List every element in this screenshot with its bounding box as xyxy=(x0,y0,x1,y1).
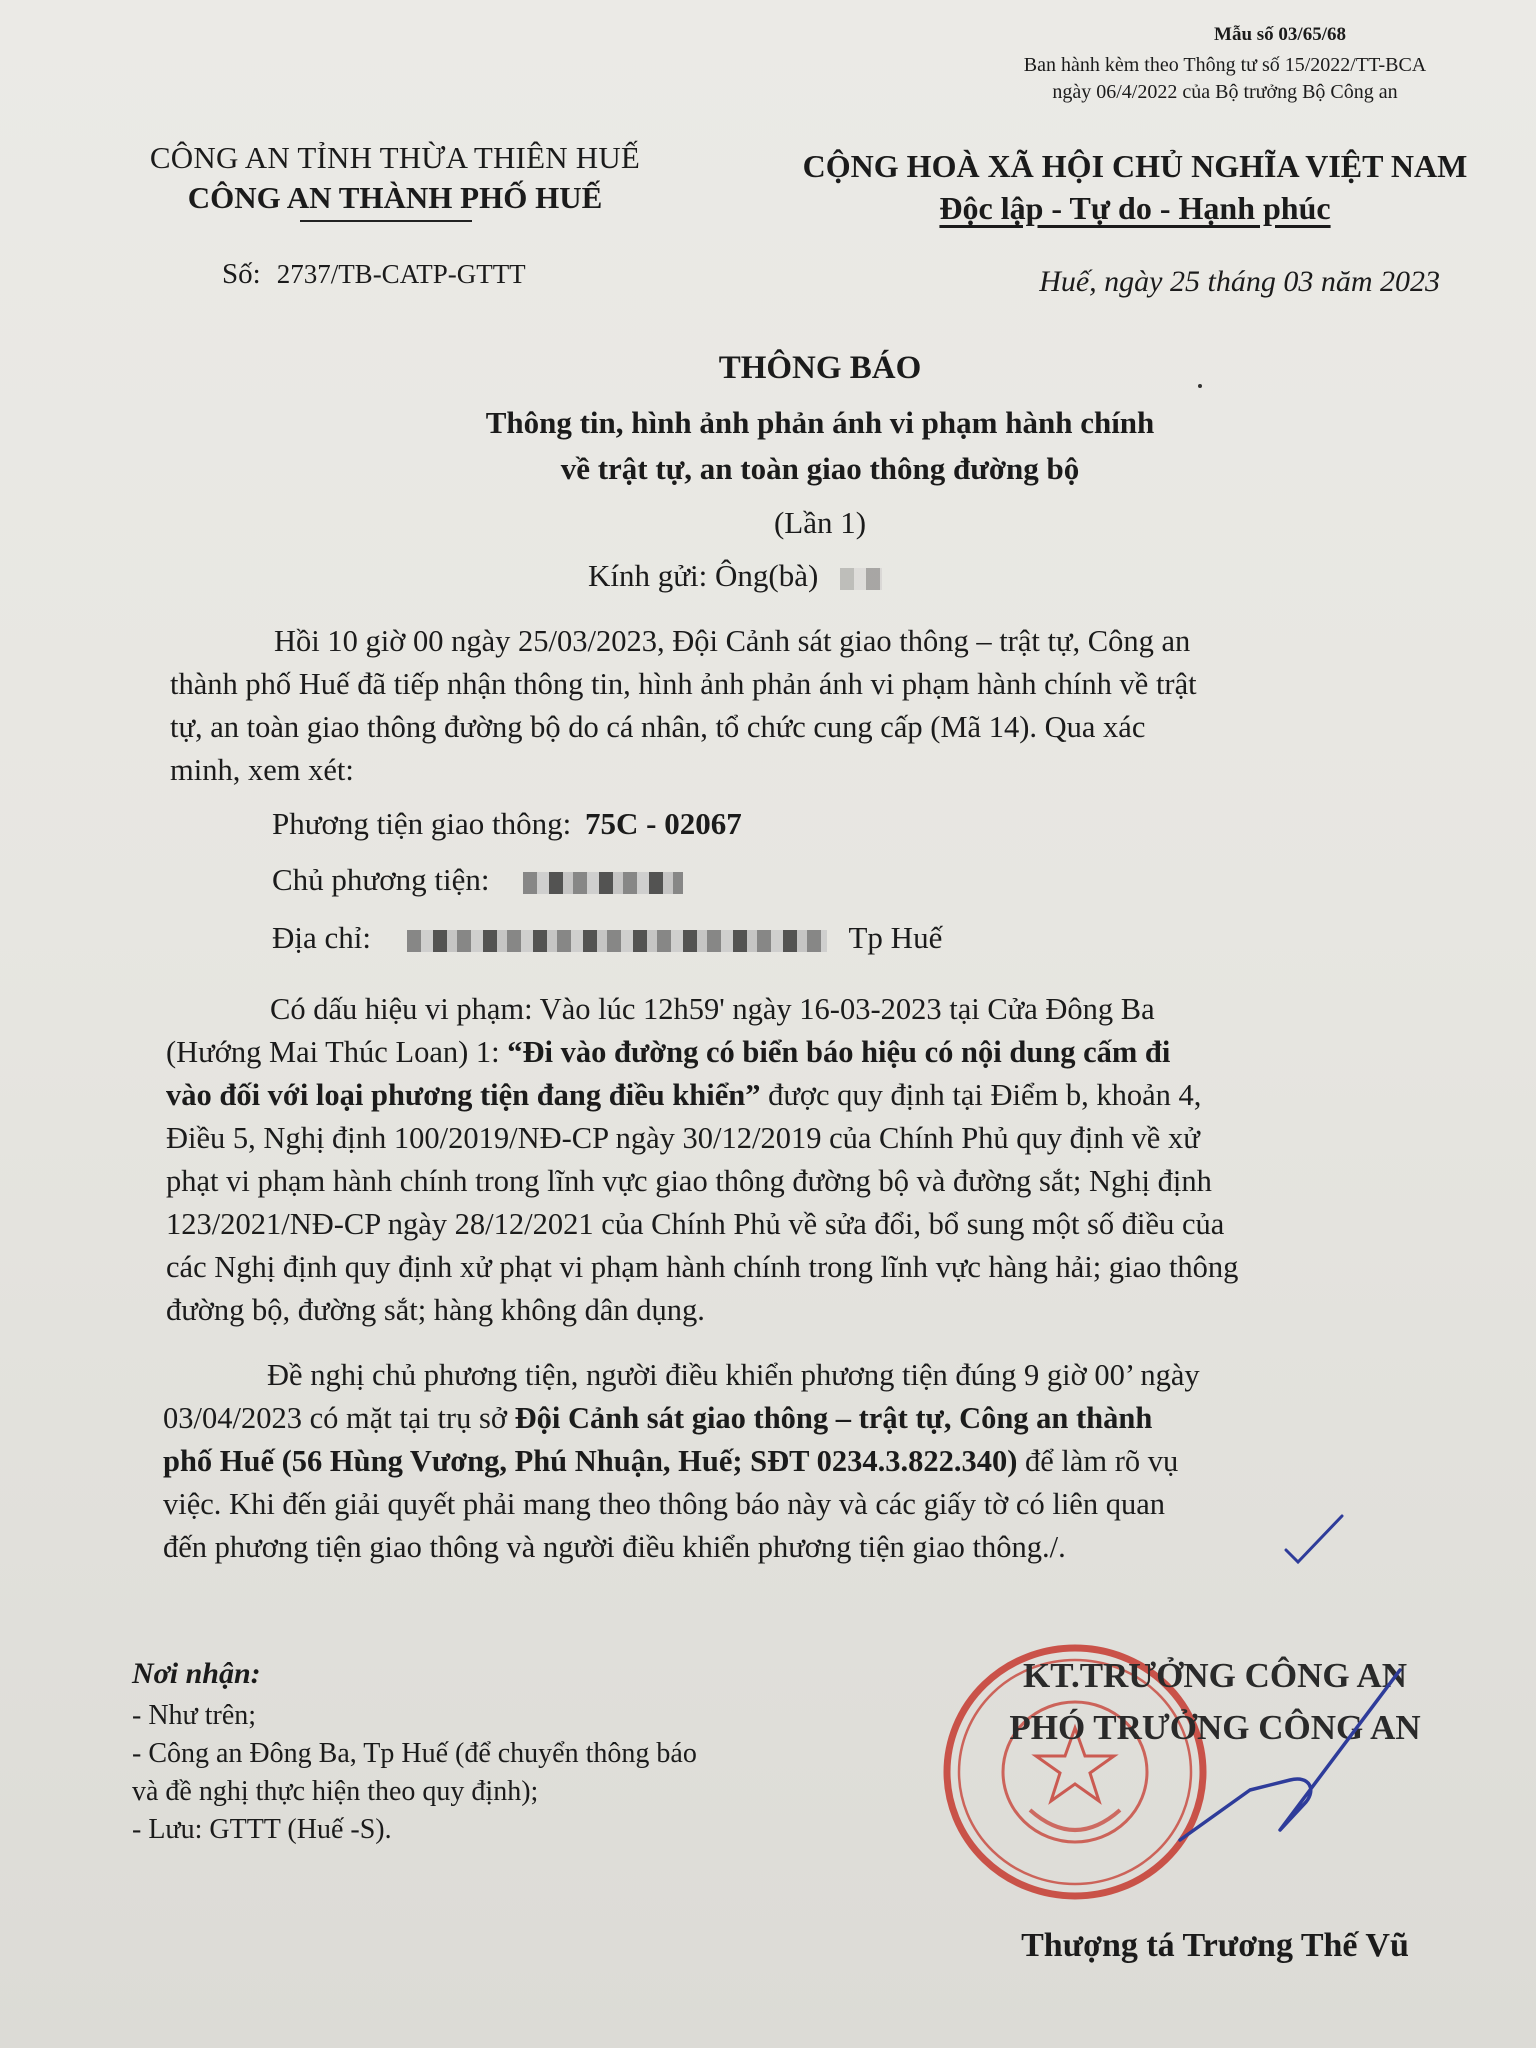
owner-field xyxy=(272,862,683,898)
issued-by-text xyxy=(930,52,1520,106)
document-number xyxy=(222,258,526,291)
request-line-2-plain: 03/04/2023 có mặt tại trụ sở xyxy=(163,1401,515,1435)
recipient-item-1: - Như trên; xyxy=(132,1700,257,1731)
request-paragraph xyxy=(163,1354,1465,1569)
vehicle-plate: 75C - 02067 xyxy=(585,806,742,841)
request-line-5: đến phương tiện giao thông và người điều khiển phương tiện giao thông./. xyxy=(163,1530,1066,1564)
address-field xyxy=(272,920,942,956)
recipient-item-3: - Lưu: GTTT (Huế -S). xyxy=(132,1814,392,1845)
address-city: Tp Huế xyxy=(848,920,943,955)
request-line-1: Đề nghị chủ phương tiện, người điều khiển phương tiện đúng 9 giờ 00’ ngày xyxy=(267,1358,1200,1392)
intro-line-3: tự, an toàn giao thông đường bộ do cá nhân, tổ chức cung cấp (Mã 14). Qua xác xyxy=(170,710,1146,744)
request-line-3 xyxy=(163,1440,1465,1483)
doc-number-value: 2737/TB-CATP-GTTT xyxy=(276,259,526,289)
issued-line-1: Ban hành kèm theo Thông tư số 15/2022/TT-BCA xyxy=(1023,54,1427,76)
violation-line-2 xyxy=(166,1031,1462,1074)
check-mark-icon xyxy=(1280,1510,1350,1570)
agency-upper: CÔNG AN TỈNH THỪA THIÊN HUẾ xyxy=(149,140,641,175)
recipients-block xyxy=(132,1655,872,1849)
violation-line-3-plain: được quy định tại Điểm b, khoản 4, xyxy=(760,1078,1202,1112)
doc-number-label: Số: xyxy=(222,258,261,290)
violation-line-2-bold: “Đi vào đường có biển báo hiệu có nội dung cấm đi xyxy=(507,1035,1171,1069)
violation-line-4: Điều 5, Nghị định 100/2019/NĐ-CP ngày 30/12/2019 của Chính Phủ quy định về xử xyxy=(166,1121,1200,1155)
violation-line-3 xyxy=(166,1074,1462,1117)
addressee-label: Kính gửi: Ông(bà) xyxy=(588,558,819,593)
subtitle-line-1: Thông tin, hình ảnh phản ánh vi phạm hành chính xyxy=(485,405,1155,440)
document-title: THÔNG BÁO xyxy=(718,350,922,386)
place-date: Huế, ngày 25 tháng 03 năm 2023 xyxy=(1039,265,1440,298)
violation-line-7: các Nghị định quy định xử phạt vi phạm hành chính trong lĩnh vực hàng hải; giao thông xyxy=(166,1250,1239,1284)
violation-line-5: phạt vi phạm hành chính trong lĩnh vực giao thông đường bộ và đường sắt; Nghị định xyxy=(166,1164,1212,1198)
recipients-heading: Nơi nhận: xyxy=(132,1657,261,1690)
recipient-item-2a: - Công an Đông Ba, Tp Huế (để chuyển thông báo xyxy=(132,1738,697,1769)
intro-line-2: thành phố Huế đã tiếp nhận thông tin, hình ảnh phản ánh vi phạm hành chính về trật xyxy=(170,667,1197,701)
national-motto: Độc lập - Tự do - Hạnh phúc xyxy=(939,190,1331,226)
issuing-agency xyxy=(110,138,680,218)
vehicle-label: Phương tiện giao thông: xyxy=(272,806,572,841)
request-line-4: việc. Khi đến giải quyết phải mang theo thông báo này và các giấy tờ có liên quan xyxy=(163,1487,1165,1521)
violation-line-3-bold: vào đối với loại phương tiện đang điều khiển” xyxy=(166,1078,761,1112)
handwritten-signature-icon xyxy=(1140,1640,1460,1890)
intro-line-4: minh, xem xét: xyxy=(170,753,354,787)
redacted-name xyxy=(840,568,882,590)
sign-title-line-2: PHÓ TRƯỞNG CÔNG AN xyxy=(1009,1708,1421,1747)
agency-lower: CÔNG AN THÀNH PHỐ HUẾ xyxy=(187,180,603,215)
violation-line-8: đường bộ, đường sắt; hàng không dân dụng. xyxy=(166,1293,705,1327)
request-line-3-plain: để làm rõ vụ xyxy=(1017,1444,1179,1478)
violation-line-6: 123/2021/NĐ-CP ngày 28/12/2021 của Chính Phủ về sửa đổi, bổ sung một số điều của xyxy=(166,1207,1225,1241)
addressee xyxy=(588,558,882,594)
redacted-address xyxy=(407,930,827,952)
agency-underline xyxy=(300,220,472,222)
issued-line-2: ngày 06/4/2022 của Bộ trưởng Bộ Công an xyxy=(1052,81,1398,103)
address-label: Địa chỉ: xyxy=(272,920,371,955)
sign-title-line-1: KT.TRƯỞNG CÔNG AN xyxy=(1022,1656,1408,1695)
national-heading xyxy=(740,145,1530,229)
recipient-item-2b: và đề nghị thực hiện theo quy định); xyxy=(132,1776,539,1807)
owner-label: Chủ phương tiện: xyxy=(272,862,490,897)
violation-paragraph xyxy=(166,988,1462,1332)
request-line-2-bold: Đội Cảnh sát giao thông – trật tự, Công an thành xyxy=(514,1401,1153,1435)
redacted-owner xyxy=(523,872,683,894)
notice-round: (Lần 1) xyxy=(773,505,867,540)
intro-line-1: Hồi 10 giờ 00 ngày 25/03/2023, Đội Cảnh sát giao thông – trật tự, Công an xyxy=(274,624,1191,658)
request-line-2 xyxy=(163,1397,1465,1440)
intro-paragraph xyxy=(170,620,1460,792)
nation-name: CỘNG HOÀ XÃ HỘI CHỦ NGHĨA VIỆT NAM xyxy=(802,148,1468,184)
vehicle-field xyxy=(272,806,742,842)
signer-name: Thượng tá Trương Thế Vũ xyxy=(1021,1927,1409,1964)
request-line-3-bold: phố Huế (56 Hùng Vương, Phú Nhuận, Huế; SĐT 0234.3.822.340) xyxy=(163,1444,1018,1478)
violation-line-1: Có dấu hiệu vi phạm: Vào lúc 12h59' ngày 16-03-2023 tại Cửa Đông Ba xyxy=(270,992,1155,1026)
form-number: Mẫu số 03/65/68 xyxy=(1214,24,1346,45)
subtitle-line-2: về trật tự, an toàn giao thông đường bộ xyxy=(560,451,1080,486)
document-subtitle xyxy=(0,400,1536,492)
violation-line-2-plain: (Hướng Mai Thúc Loan) 1: xyxy=(166,1035,508,1069)
